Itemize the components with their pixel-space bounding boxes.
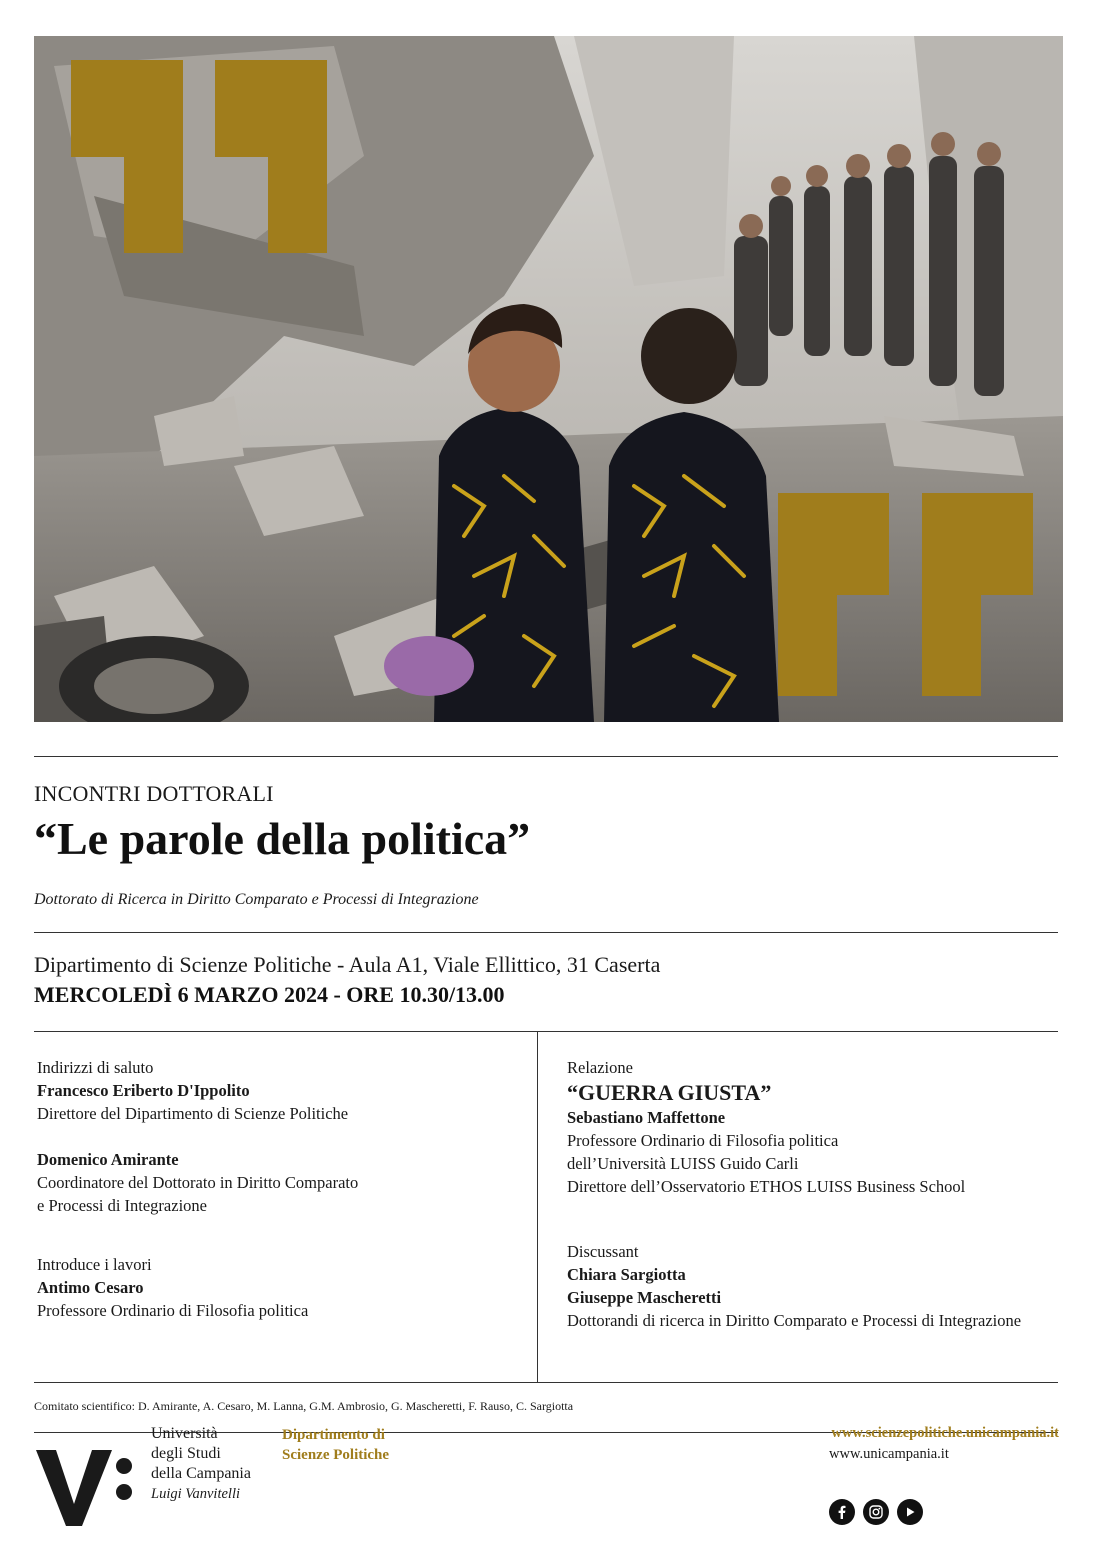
speaker-name: Domenico Amirante bbox=[37, 1150, 179, 1169]
divider bbox=[34, 1031, 1058, 1032]
discussant-label: Discussant bbox=[567, 1242, 639, 1261]
event-datetime: MERCOLEDÌ 6 MARZO 2024 - ORE 10.30/13.00 bbox=[34, 982, 505, 1007]
hero-photo bbox=[34, 36, 1063, 722]
department-website-link[interactable]: www.scienzepolitiche.unicampania.it bbox=[831, 1425, 1059, 1441]
intro-label: Introduce i lavori bbox=[37, 1255, 152, 1274]
speaker-role: Professore Ordinario di Filosofia politica bbox=[37, 1301, 309, 1320]
divider bbox=[34, 756, 1058, 757]
speaker-name: Antimo Cesaro bbox=[37, 1278, 144, 1297]
speaker-name: Francesco Eriberto D'Ippolito bbox=[37, 1081, 250, 1100]
column-separator bbox=[537, 1032, 538, 1382]
talk-title: “GUERRA GIUSTA” bbox=[567, 1080, 772, 1105]
speaker-name: Sebastiano Maffettone bbox=[567, 1108, 726, 1127]
discussant-role: Dottorandi di ricerca in Diritto Comparato e Processi di Integrazione bbox=[567, 1311, 1022, 1330]
social-links bbox=[829, 1499, 923, 1525]
speaker-role: Coordinatore del Dottorato in Diritto Comparato bbox=[37, 1173, 359, 1192]
talk-label: Relazione bbox=[567, 1058, 633, 1077]
series-label: INCONTRI DOTTORALI bbox=[34, 781, 274, 806]
event-subtitle: Dottorato di Ricerca in Diritto Comparato e Processi di Integrazione bbox=[34, 891, 479, 908]
speaker-role: Direttore del Dipartimento di Scienze Politiche bbox=[37, 1104, 349, 1123]
divider bbox=[34, 1382, 1058, 1383]
divider bbox=[34, 932, 1058, 933]
discussant-name: Chiara Sargiotta bbox=[567, 1265, 686, 1284]
speaker-role: Professore Ordinario di Filosofia politica bbox=[567, 1131, 839, 1150]
youtube-icon[interactable] bbox=[897, 1499, 923, 1525]
discussant-name: Giuseppe Mascheretti bbox=[567, 1288, 722, 1307]
event-title: “Le parole della politica” bbox=[34, 813, 531, 864]
program-left bbox=[37, 1056, 358, 1322]
instagram-icon[interactable] bbox=[863, 1499, 889, 1525]
scientific-committee: Comitato scientifico: D. Amirante, A. Cesaro, M. Lanna, G.M. Ambrosio, G. Mascheretti, F. Rauso, C. Sargiotta bbox=[34, 1399, 574, 1413]
facebook-icon[interactable] bbox=[829, 1499, 855, 1525]
speaker-role: Direttore dell’Osservatorio ETHOS LUISS Business School bbox=[567, 1177, 966, 1196]
department-name-line: Dipartimento di bbox=[282, 1427, 385, 1443]
event-venue: Dipartimento di Scienze Politiche - Aula A1, Viale Ellittico, 31 Caserta bbox=[34, 952, 661, 977]
university-name-line: degli Studi bbox=[151, 1445, 221, 1462]
speaker-role: dell’Università LUISS Guido Carli bbox=[567, 1154, 799, 1173]
photo-rubble-children bbox=[34, 36, 1063, 722]
department-name bbox=[282, 1425, 389, 1465]
university-name-line: Luigi Vanvitelli bbox=[151, 1486, 241, 1502]
speaker-role: e Processi di Integrazione bbox=[37, 1196, 207, 1215]
department-name-line: Scienze Politiche bbox=[282, 1447, 390, 1463]
greetings-label: Indirizzi di saluto bbox=[37, 1058, 154, 1077]
university-website-link[interactable]: www.unicampania.it bbox=[829, 1446, 949, 1462]
university-name-line: della Campania bbox=[151, 1465, 251, 1482]
university-name bbox=[151, 1424, 251, 1504]
program-right bbox=[567, 1056, 1021, 1332]
university-logo bbox=[36, 1450, 134, 1526]
university-name-line: Università bbox=[151, 1425, 218, 1442]
